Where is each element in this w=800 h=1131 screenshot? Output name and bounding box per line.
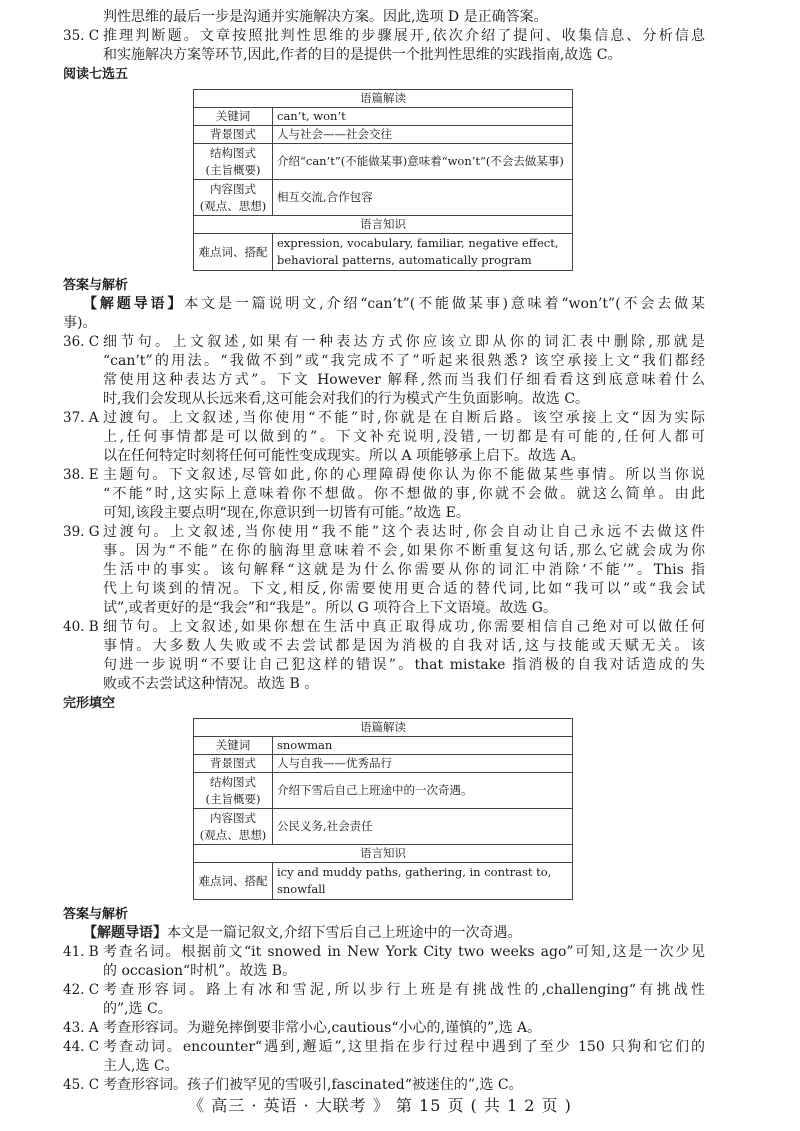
intro-paragraph bbox=[63, 295, 705, 314]
explanation-line: 事情。大多数人失败或不去尝试都是因为消极的自我对话,这与技能或天赋无关。该 bbox=[103, 638, 705, 654]
table-subheader: 语言知识 bbox=[194, 845, 573, 863]
row-label bbox=[194, 755, 273, 773]
table-row bbox=[194, 108, 573, 126]
answer-item bbox=[63, 8, 705, 27]
row-value: expression, vocabulary, familiar, negative effect, behavioral patterns, automatically program bbox=[273, 234, 573, 271]
answer-item bbox=[63, 618, 705, 694]
table-subheader-row bbox=[194, 845, 573, 863]
answer-number: 39. G bbox=[63, 524, 100, 540]
answer-item bbox=[63, 333, 705, 409]
explanation-line: 考查形容词。为避免摔倒要非常小心,cautious“小心的,谨慎的”,选 A。 bbox=[103, 1020, 542, 1036]
intro-tag: 【解题导语】 bbox=[83, 296, 185, 312]
explanation-line: 的 occasion“时机”。故选 B。 bbox=[103, 963, 297, 979]
intro-text: 本文是一篇说明文,介绍“can’t”(不能做某事)意味着“won’t”(不会去做某 bbox=[184, 296, 705, 312]
answer-number: 42. C bbox=[63, 982, 100, 998]
answer-explanation bbox=[103, 466, 705, 523]
explanation-line: 考查动词。encounter“遇到,邂逅”,这里指在步行过程中遇到了至少 150 只狗和它们的 bbox=[103, 1039, 705, 1055]
explanation-line: 过渡句。上文叙述,当你使用“我不能”这个表达时,你会自动让自己永远不去做这件 bbox=[103, 524, 705, 540]
explanation-line: 句进一步说明“不要让自己犯这样的错误”。that mistake 指消极的自我对话造成的失 bbox=[103, 657, 705, 673]
page-footer: 《 高三 · 英语 · 大联考 》 第 15 页 ( 共 1 2 页 ) bbox=[188, 1096, 572, 1115]
answer-number: 40. B bbox=[63, 619, 99, 635]
explanation-line: “不能”时,这实际上意味着你不想做。你不想做的事,你就不会做。就这么简单。由此 bbox=[103, 486, 705, 502]
answer-number: 37. A bbox=[63, 410, 99, 426]
explanation-line: 时,我们会发现从长远来看,这可能会对我们的行为模式产生负面影响。故选 C。 bbox=[103, 391, 590, 407]
intro-paragraph bbox=[63, 924, 705, 943]
table-row bbox=[194, 144, 573, 180]
discourse-table-wrap bbox=[63, 89, 705, 271]
answer-explanation bbox=[103, 523, 705, 618]
row-label-line: 关键词 bbox=[215, 109, 251, 123]
explanation-line: 可知,该段主要点明“现在,你意识到一切皆有可能。”故选 E。 bbox=[103, 505, 470, 521]
table-row bbox=[194, 180, 573, 216]
row-label-line: (主旨概要) bbox=[205, 162, 261, 177]
row-label-line: 背景图式 bbox=[210, 756, 256, 770]
answer-explanation bbox=[103, 409, 705, 466]
explanation-line: 常使用这种表达方式”。下文 However 解释,然而当我们仔细看看这到底意味着什么 bbox=[103, 372, 705, 388]
answer-number: 43. A bbox=[63, 1020, 99, 1036]
explanation-line: 代上句谈到的情况。下文,相反,你需要使用更合适的替代词,比如“我可以”或“我会试 bbox=[103, 581, 705, 597]
row-value: 人与社会——社会交往 bbox=[273, 126, 573, 144]
answer-number: 36. C bbox=[63, 334, 100, 350]
answer-explanation bbox=[103, 8, 705, 27]
answer-item bbox=[63, 1019, 705, 1038]
section-heading: 答案与解析 bbox=[63, 278, 129, 293]
explanation-line: 判性思维的最后一步是沟通并实施解决方案。因此,选项 D 是正确答案。 bbox=[103, 9, 548, 25]
table-row bbox=[194, 234, 573, 271]
intro-continuation: 事)。 bbox=[63, 315, 97, 331]
answer-item bbox=[63, 27, 705, 65]
row-label-line: 结构图式 bbox=[210, 145, 256, 160]
explanation-line: 考查形容词。孩子们被罕见的雪吸引,fascinated“被迷住的”,选 C。 bbox=[103, 1077, 523, 1093]
row-label bbox=[194, 737, 273, 755]
answer-explanation bbox=[103, 1019, 705, 1038]
answer-item bbox=[63, 981, 705, 1019]
row-label-line: 背景图式 bbox=[210, 127, 256, 141]
answer-number bbox=[63, 8, 103, 27]
explanation-line: 推理判断题。文章按照批判性思维的步骤展开,依次介绍了提问、收集信息、分析信息 bbox=[103, 28, 705, 44]
answer-explanation bbox=[103, 333, 705, 409]
row-label-line: 结构图式 bbox=[210, 774, 256, 789]
section-heading: 答案与解析 bbox=[63, 907, 129, 922]
explanation-line: 考查形容词。路上有冰和雪泥,所以步行上班是有挑战性的,challenging“有挑战性 bbox=[103, 982, 705, 998]
explanation-line: 细节句。上文叙述,如果你想在生活中真正取得成功,你需要相信自己绝对可以做任何 bbox=[103, 619, 705, 635]
row-label-line: (观点、思想) bbox=[199, 827, 267, 842]
row-label: 难点词、搭配 bbox=[194, 234, 273, 271]
row-label bbox=[194, 108, 273, 126]
explanation-line: 上,任何事情都是可以做到的”。下文补充说明,没错,一切都是有可能的,任何人都可 bbox=[103, 429, 705, 445]
row-label-line: (主旨概要) bbox=[205, 791, 261, 806]
answer-explanation bbox=[103, 27, 705, 65]
answer-explanation bbox=[103, 1038, 705, 1076]
document-body bbox=[63, 8, 705, 1095]
explanation-line: 的”,选 C。 bbox=[103, 1001, 172, 1017]
row-value: snowman bbox=[273, 737, 573, 755]
explanation-line: 败或不去尝试这种情况。故选 B 。 bbox=[103, 676, 319, 692]
table-header: 语篇解读 bbox=[194, 90, 573, 108]
answer-explanation bbox=[103, 943, 705, 981]
answer-item bbox=[63, 523, 705, 618]
table-header-row bbox=[194, 90, 573, 108]
table-row bbox=[194, 863, 573, 900]
discourse-analysis-table bbox=[193, 718, 573, 900]
row-value: 公民义务,社会责任 bbox=[273, 809, 573, 845]
row-value: can’t, won’t bbox=[273, 108, 573, 126]
table-row bbox=[194, 126, 573, 144]
table-row bbox=[194, 755, 573, 773]
answer-item bbox=[63, 466, 705, 523]
table-subheader: 语言知识 bbox=[194, 216, 573, 234]
row-label bbox=[194, 180, 273, 216]
row-value: 相互交流,合作包容 bbox=[273, 180, 573, 216]
explanation-line: 考查名词。根据前文“it snowed in New York City two weeks ago”可知,这是一次少见 bbox=[103, 944, 705, 960]
row-label: 难点词、搭配 bbox=[194, 863, 273, 900]
answer-item bbox=[63, 409, 705, 466]
row-value: 介绍下雪后自己上班途中的一次奇遇。 bbox=[273, 773, 573, 809]
explanation-line: 主人,选 C。 bbox=[103, 1058, 179, 1074]
row-label bbox=[194, 144, 273, 180]
explanation-line: “can’t”的用法。“我做不到”或“我完成不了”听起来很熟悉? 该空承接上文“我们都经 bbox=[103, 353, 705, 369]
explanation-line: 事。因为“不能”在你的脑海里意味着不会,如果你不断重复这句话,那么它就会成为你 bbox=[103, 543, 705, 559]
discourse-analysis-table bbox=[193, 89, 573, 271]
row-label-line: (观点、思想) bbox=[199, 198, 267, 213]
table-subheader-row bbox=[194, 216, 573, 234]
explanation-line: 试”,或者更好的是“我会”和“我是”。所以 G 项符合上下文语境。故选 G。 bbox=[103, 600, 557, 616]
discourse-table-wrap bbox=[63, 718, 705, 900]
section-heading: 阅读七选五 bbox=[63, 67, 129, 82]
intro-tag: 【解题导语】 bbox=[83, 925, 167, 941]
row-label bbox=[194, 773, 273, 809]
answer-explanation bbox=[103, 981, 705, 1019]
answer-number: 41. B bbox=[63, 944, 99, 960]
answer-number: 38. E bbox=[63, 467, 99, 483]
explanation-line: 以在任何特定时刻将任何可能性变成现实。所以 A 项能够承上启下。故选 A。 bbox=[103, 448, 585, 464]
table-header-row bbox=[194, 719, 573, 737]
answer-number: 35. C bbox=[63, 28, 100, 44]
answer-item bbox=[63, 1038, 705, 1076]
row-value: 人与自我——优秀品行 bbox=[273, 755, 573, 773]
row-label-line: 关键词 bbox=[215, 738, 251, 752]
explanation-line: 过渡句。上文叙述,当你使用“不能”时,你就是在自断后路。该空承接上文“因为实际 bbox=[103, 410, 705, 426]
explanation-line: 主题句。下文叙述,尽管如此,你的心理障碍使你认为你不能做某些事情。所以当你说 bbox=[103, 467, 705, 483]
answer-explanation bbox=[103, 618, 705, 694]
intro-text: 本文是一篇记叙文,介绍下雪后自己上班途中的一次奇遇。 bbox=[167, 925, 522, 941]
table-header: 语篇解读 bbox=[194, 719, 573, 737]
row-value: 介绍“can’t”(不能做某事)意味着“won’t”(不会去做某事) bbox=[273, 144, 573, 180]
answer-item bbox=[63, 943, 705, 981]
row-label bbox=[194, 809, 273, 845]
answer-number: 45. C bbox=[63, 1077, 100, 1093]
table-row bbox=[194, 773, 573, 809]
row-value: icy and muddy paths, gathering, in contrast to, snowfall bbox=[273, 863, 573, 900]
explanation-line: 细节句。上文叙述,如果有一种表达方式你应该立即从你的词汇表中删除,那就是 bbox=[103, 334, 705, 350]
answer-number: 44. C bbox=[63, 1039, 100, 1055]
explanation-line: 生活中的事实。该句解释“这就是为什么你需要从你的词汇中消除‘不能’”。This 指 bbox=[103, 562, 705, 578]
table-row bbox=[194, 809, 573, 845]
row-label-line: 内容图式 bbox=[210, 181, 256, 196]
explanation-line: 和实施解决方案等环节,因此,作者的目的是提供一个批判性思维的实践指南,故选 C。 bbox=[103, 47, 622, 63]
table-row bbox=[194, 737, 573, 755]
section-heading: 完形填空 bbox=[63, 696, 116, 711]
row-label bbox=[194, 126, 273, 144]
row-label-line: 内容图式 bbox=[210, 810, 256, 825]
